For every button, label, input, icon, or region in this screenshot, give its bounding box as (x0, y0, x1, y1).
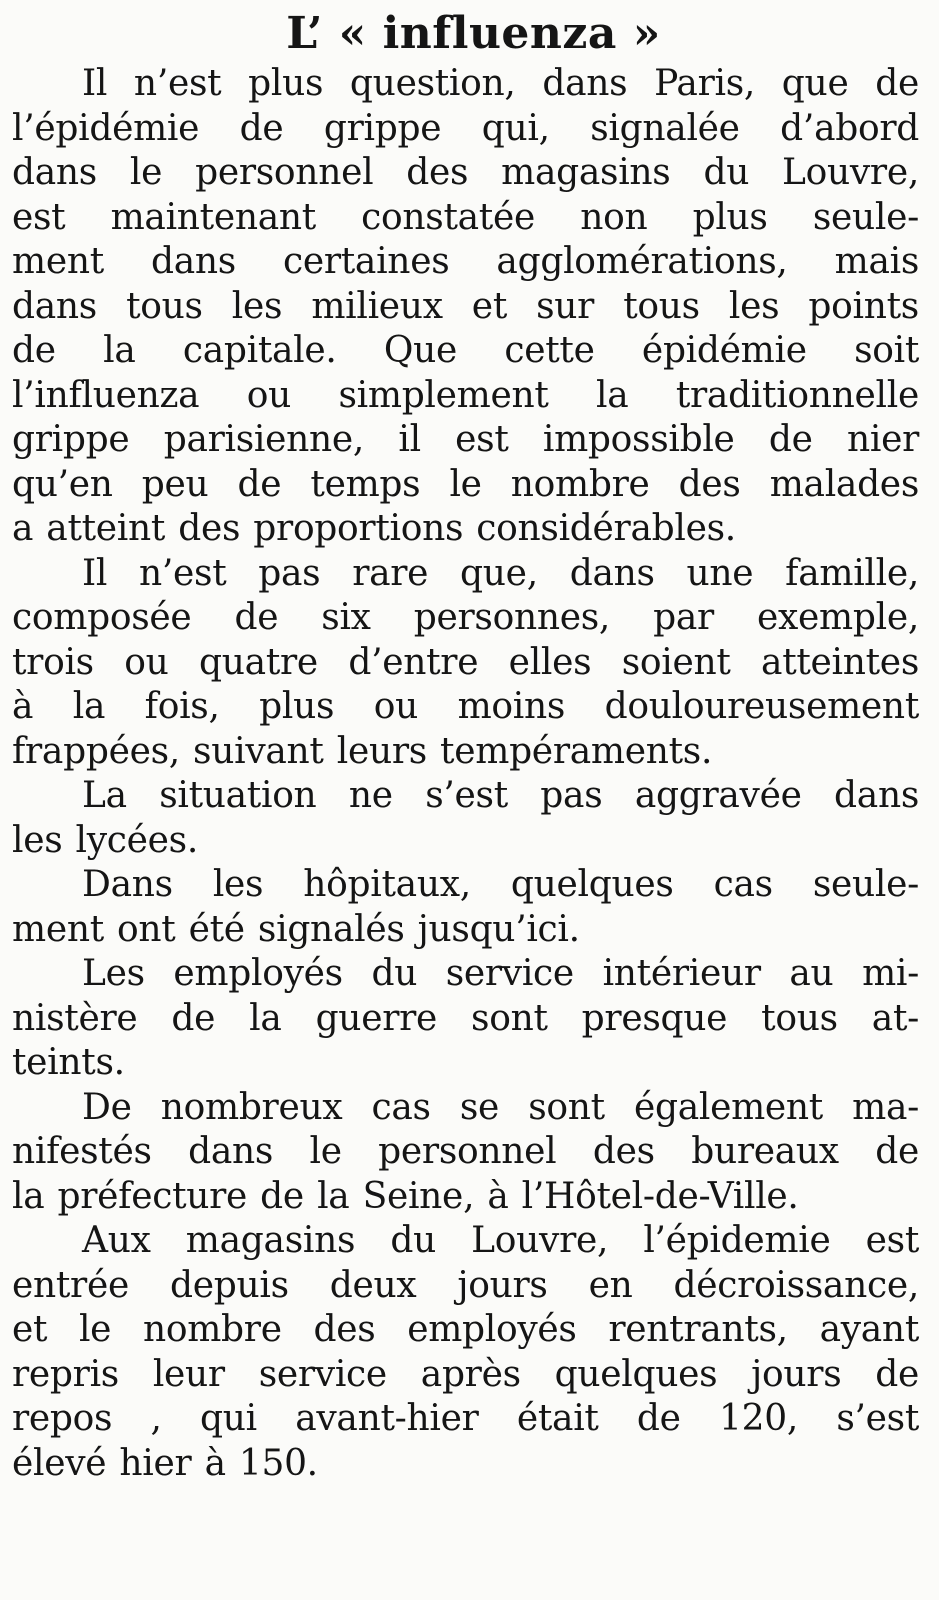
text-line: qu’en peu de temps le nombre des malades (12, 463, 919, 505)
text-line: nistère de la guerre sont presque tous at- (12, 997, 919, 1039)
text-line: élevé hier à 150. (12, 1442, 318, 1484)
text-line: repris leur service après quelques jours de (12, 1353, 919, 1395)
text-line: et le nombre des employés rentrants, ayant (12, 1309, 919, 1350)
paragraph (12, 62, 919, 552)
text-line: l’épidémie de grippe qui, signalée d’abord (12, 107, 919, 149)
article-title: L’ « influenza » (286, 8, 661, 59)
text-line: à la fois, plus ou moins douloureusement (12, 686, 919, 727)
text-line: est maintenant constatée non plus seule- (12, 196, 919, 238)
text-line: la préfecture de la Seine, à l’Hôtel-de-Ville. (12, 1175, 799, 1217)
text-line: dans tous les milieux et sur tous les points (12, 285, 919, 327)
paragraph (12, 863, 919, 952)
text-line: dans le personnel des magasins du Louvre, (12, 152, 919, 193)
text-line: La situation ne s’est pas aggravée dans (82, 775, 919, 816)
text-line: ment dans certaines agglomérations, mais (12, 241, 919, 282)
text-line: Aux magasins du Louvre, l’épidemie est (82, 1220, 919, 1261)
text-line: trois ou quatre d’entre elles soient atteintes (12, 641, 919, 683)
paragraph (12, 774, 919, 863)
text-line: composée de six personnes, par exemple, (12, 597, 919, 638)
paragraph (12, 952, 919, 1086)
text-line: Dans les hôpitaux, quelques cas seule- (82, 864, 919, 905)
text-line: les lycées. (12, 819, 198, 861)
text-line: grippe parisienne, il est impossible de nier (12, 419, 919, 460)
paragraph (12, 1086, 919, 1220)
text-line: Il n’est plus question, dans Paris, que de (82, 63, 919, 104)
paragraph (12, 1219, 919, 1486)
text-line: Les employés du service intérieur au mi- (82, 953, 919, 994)
text-line: repos , qui avant-hier était de 120, s’est (12, 1398, 919, 1439)
text-line: nifestés dans le personnel des bureaux de (12, 1131, 919, 1172)
paragraph (12, 552, 919, 775)
text-line: frappées, suivant leurs tempéraments. (12, 730, 713, 772)
text-line: Il n’est pas rare que, dans une famille, (82, 552, 919, 594)
article (12, 8, 919, 1486)
text-line: a atteint des proportions considérables. (12, 508, 736, 549)
text-line: ment ont été signalés jusqu’ici. (12, 908, 580, 950)
text-line: entrée depuis deux jours en décroissance, (12, 1264, 919, 1306)
text-line: de la capitale. Que cette épidémie soit (12, 330, 919, 371)
text-line: l’influenza ou simplement la traditionnelle (12, 374, 919, 416)
text-line: De nombreux cas se sont également ma- (82, 1086, 919, 1128)
text-line: teints. (12, 1042, 125, 1083)
